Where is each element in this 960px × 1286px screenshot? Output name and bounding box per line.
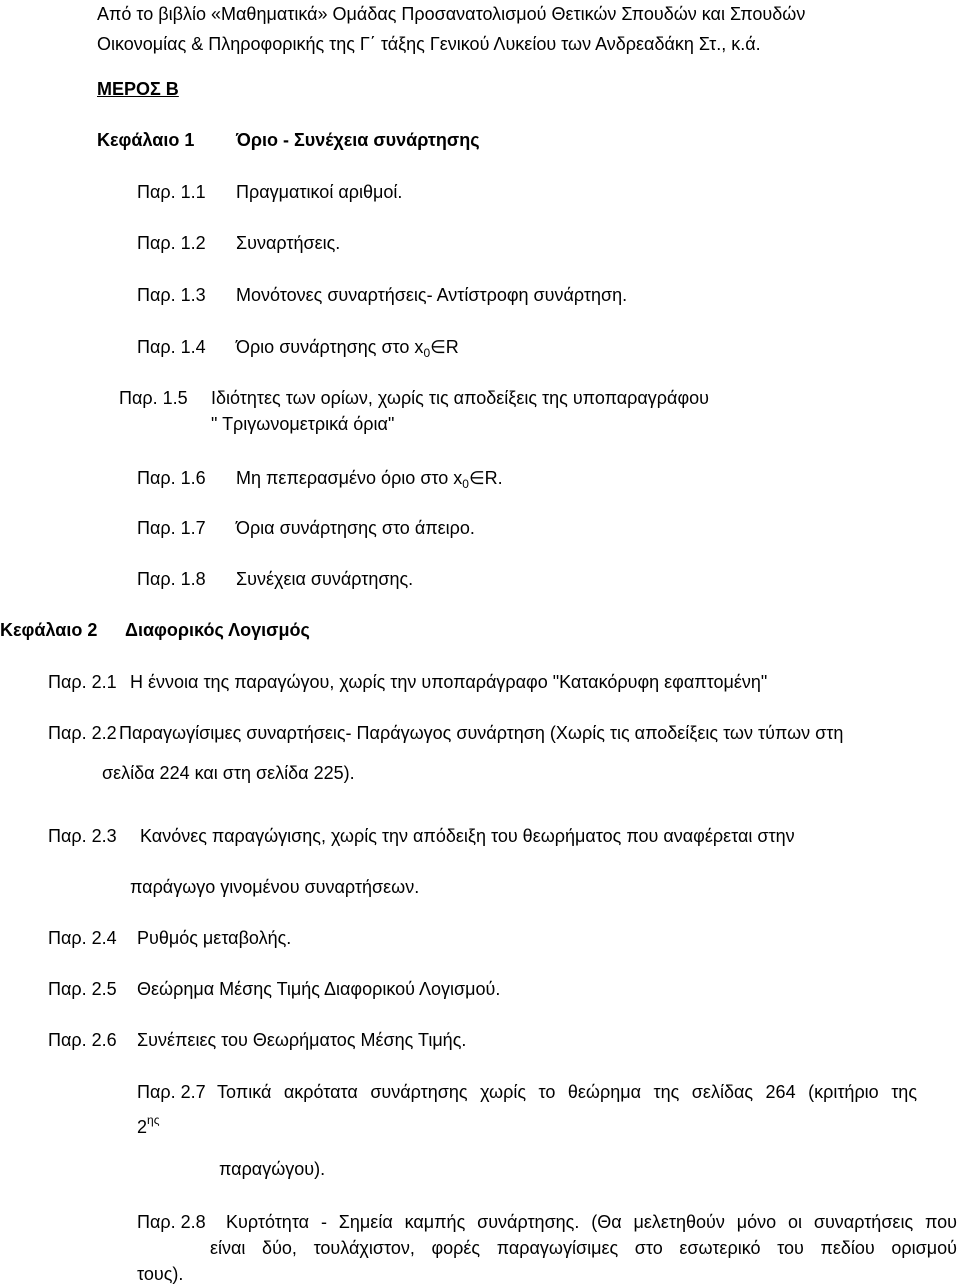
section-2-1-title: Η έννοια της παραγώγου, χωρίς την υποπαράγραφο "Κατακόρυφη εφαπτομένη" xyxy=(130,672,768,692)
header-line-1: Από το βιβλίο «Μαθηματικά» Ομάδας Προσανατολισμού Θετικών Σπουδών και Σπουδών xyxy=(97,4,806,24)
section-2-3-title-line-2: παράγωγο γινομένου συναρτήσεων. xyxy=(130,877,420,897)
section-2-7-number: Παρ. 2.7 xyxy=(137,1082,206,1102)
section-1-6-title: Μη πεπερασμένο όριο στο $x_0\in R$. xyxy=(236,468,503,491)
section-1-6-number: Παρ. 1.6 xyxy=(137,468,206,488)
section-2-2-title: Παραγωγίσιμες συναρτήσεις- Παράγωγος συνάρτηση (Χωρίς τις αποδείξεις των τύπων στη xyxy=(119,723,844,743)
section-1-2-title: Συναρτήσεις. xyxy=(236,233,341,253)
section-2-7-title-line-3: παραγώγου). xyxy=(219,1159,326,1179)
section-1-7-title: Όρια συνάρτησης στο άπειρο. xyxy=(236,518,475,538)
section-1-3-title: Μονότονες συναρτήσεις- Αντίστροφη συνάρτηση. xyxy=(236,285,628,305)
section-2-2-number: Παρ. 2.2 xyxy=(48,723,117,743)
section-1-2-number: Παρ. 1.2 xyxy=(137,233,206,253)
section-2-8-title-line-3: τους). xyxy=(137,1264,184,1284)
section-1-4-number: Παρ. 1.4 xyxy=(137,337,206,357)
chapter-1-label: Κεφάλαιο 1 xyxy=(97,130,195,150)
section-1-3-number: Παρ. 1.3 xyxy=(137,285,206,305)
section-2-5-number: Παρ. 2.5 xyxy=(48,979,117,999)
section-2-1-number: Παρ. 2.1 xyxy=(48,672,117,692)
section-1-5-title-line-2: " Τριγωνομετρικά όρια" xyxy=(211,414,395,434)
header-line-2: Οικονομίας & Πληροφορικής της Γ΄ τάξης Γενικού Λυκείου των Ανδρεαδάκη Στ., κ.ά. xyxy=(97,34,761,54)
section-2-6-title: Συνέπειες του Θεωρήματος Μέσης Τιμής. xyxy=(137,1030,467,1050)
section-1-1-number: Παρ. 1.1 xyxy=(137,182,206,202)
section-1-5-title: Ιδιότητες των ορίων, χωρίς τις αποδείξεις της υποπαραγράφου xyxy=(211,388,709,408)
section-1-8-title: Συνέχεια συνάρτησης. xyxy=(236,569,414,589)
section-1-1-title: Πραγματικοί αριθμοί. xyxy=(236,182,403,202)
section-2-7-title-line-2: $2^{\eta\varsigma}$ xyxy=(137,1113,160,1137)
section-1-5-number: Παρ. 1.5 xyxy=(119,388,188,408)
section-2-5-title: Θεώρημα Μέσης Τιμής Διαφορικού Λογισμού. xyxy=(137,979,501,999)
section-2-6-number: Παρ. 2.6 xyxy=(48,1030,117,1050)
section-2-4-title: Ρυθμός μεταβολής. xyxy=(137,928,292,948)
section-2-8-title-line-2: είναι δύο, τουλάχιστον, φορές παραγωγίσιμες στο εσωτερικό του πεδίου ορισμού xyxy=(210,1238,957,1258)
section-2-2-title-line-2: σελίδα 224 και στη σελίδα 225). xyxy=(102,763,355,783)
section-2-4-number: Παρ. 2.4 xyxy=(48,928,117,948)
section-2-7-title: Τοπικά ακρότατα συνάρτησης χωρίς το θεώρημα της σελίδας 264 (κριτήριο της xyxy=(217,1082,917,1102)
part-title: ΜΕΡΟΣ Β xyxy=(97,79,179,99)
chapter-2-title: Διαφορικός Λογισμός xyxy=(125,620,310,640)
chapter-2-label: Κεφάλαιο 2 xyxy=(0,620,98,640)
chapter-1-title: Όριο - Συνέχεια συνάρτησης xyxy=(236,130,480,150)
section-2-3-title: Κανόνες παραγώγισης, χωρίς την απόδειξη του θεωρήματος που αναφέρεται στην xyxy=(140,826,795,846)
section-2-8-title: Κυρτότητα - Σημεία καμπής συνάρτησης. (Θα μελετηθούν μόνο οι συναρτήσεις που xyxy=(226,1212,957,1232)
section-1-4-title: Όριο συνάρτησης στο $x_0\in R$ xyxy=(236,337,459,360)
section-1-7-number: Παρ. 1.7 xyxy=(137,518,206,538)
section-2-3-number: Παρ. 2.3 xyxy=(48,826,117,846)
section-1-8-number: Παρ. 1.8 xyxy=(137,569,206,589)
section-2-8-number: Παρ. 2.8 xyxy=(137,1212,206,1232)
